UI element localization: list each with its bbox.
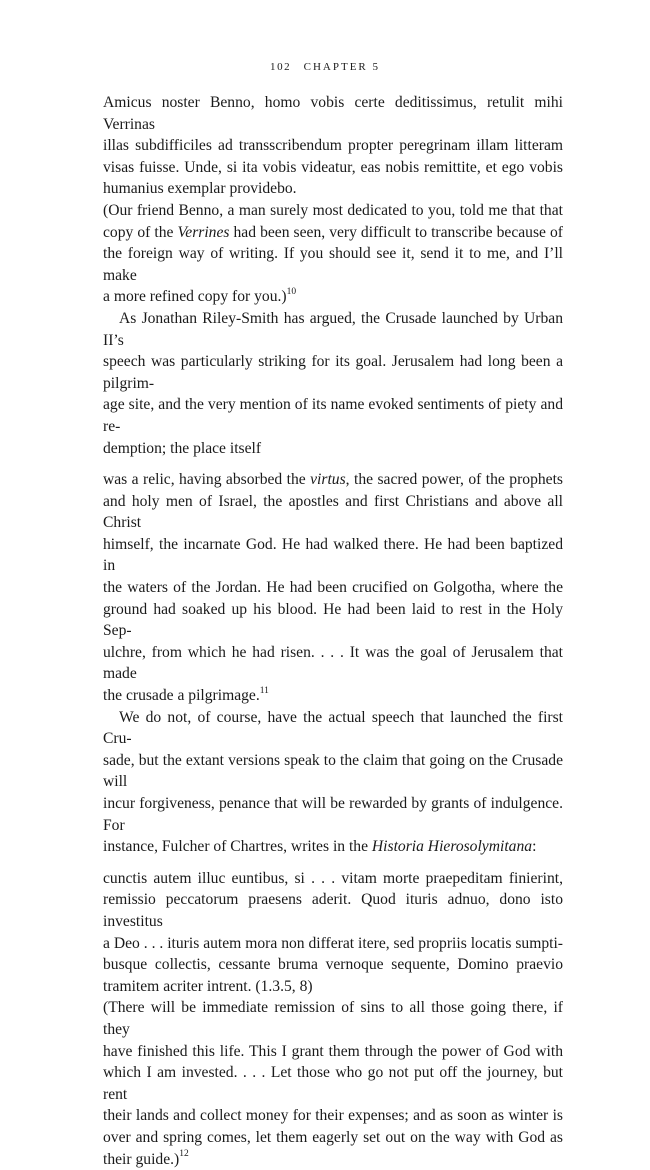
text-line: ulchre, from which he had risen. . . . It was the goal of Jerusalem that made [103, 642, 563, 685]
text-line: As Jonathan Riley-Smith has argued, the Crusade launched by Urban II’s [103, 308, 563, 351]
text-line: which I am invested. . . . Let those who go not put off the journey, but rent [103, 1062, 563, 1105]
latin-quote-benno [103, 92, 563, 200]
italic-title: Verrines [177, 224, 229, 241]
text-run: , the sacred power, of the prophets [346, 471, 563, 488]
text-line: have finished this life. This I grant them through the power of God with [103, 1041, 563, 1063]
running-head [0, 61, 650, 73]
text-line [103, 222, 563, 244]
text-run: a more refined copy for you.) [103, 288, 287, 305]
chapter-title: CHAPTER 5 [304, 61, 380, 73]
text-line [103, 836, 563, 858]
text-line: sade, but the extant versions speak to the claim that going on the Crusade will [103, 750, 563, 793]
text-line: Amicus noster Benno, homo vobis certe deditissimus, retulit mihi Verrinas [103, 92, 563, 135]
text-run: was a relic, having absorbed the [103, 471, 310, 488]
translation-fulcher [103, 997, 563, 1170]
text-run: their guide.) [103, 1151, 179, 1168]
text-line: a Deo . . . ituris autem mora non differat itere, sed propriis locatis sumpti- [103, 933, 563, 955]
text-line: incur forgiveness, penance that will be rewarded by grants of indulgence. For [103, 793, 563, 836]
text-line: humanius exemplar providebo. [103, 178, 563, 200]
text-run: the crusade a pilgrimage. [103, 687, 260, 704]
text-line: the foreign way of writing. If you should see it, send it to me, and I’ll make [103, 243, 563, 286]
footnote-marker: 12 [179, 1149, 189, 1159]
text-line: the waters of the Jordan. He had been crucified on Golgotha, where the [103, 577, 563, 599]
text-line: and holy men of Israel, the apostles and first Christians and above all Christ [103, 491, 563, 534]
block-quote-riley-smith [103, 469, 563, 707]
body-paragraph [103, 707, 563, 858]
footnote-marker: 11 [260, 686, 269, 696]
text-line: (Our friend Benno, a man surely most dedicated to you, told me that that [103, 200, 563, 222]
text-line: (There will be immediate remission of sins to all those going there, if they [103, 997, 563, 1040]
text-line: demption; the place itself [103, 438, 563, 460]
page-number: 102 [270, 61, 291, 73]
italic-title: Historia Hierosolymitana [372, 838, 532, 855]
text-line: himself, the incarnate God. He had walked there. He had been baptized in [103, 534, 563, 577]
text-line: over and spring comes, let them eagerly set out on the way with God as [103, 1127, 563, 1149]
text-line: ground had soaked up his blood. He had been laid to rest in the Holy Sep- [103, 599, 563, 642]
text-line [103, 1149, 563, 1170]
text-line: remissio peccatorum praesens aderit. Quod ituris adnuo, dono isto investitus [103, 889, 563, 932]
text-line [103, 469, 563, 491]
text-line: We do not, of course, have the actual speech that launched the first Cru- [103, 707, 563, 750]
translation-benno [103, 200, 563, 308]
text-line [103, 685, 563, 707]
italic-term: virtus [310, 471, 346, 488]
text-line: visas fuisse. Unde, si ita vobis videatur, eas nobis remittite, et ego vobis [103, 157, 563, 179]
text-line: illas subdifficiles ad transscribendum propter peregrinam illam litteram [103, 135, 563, 157]
footnote-marker: 10 [287, 287, 297, 297]
text-block [103, 92, 563, 1170]
text-line: speech was particularly striking for its goal. Jerusalem had long been a pilgrim- [103, 351, 563, 394]
latin-quote-fulcher [103, 868, 563, 998]
text-run: copy of the [103, 224, 177, 241]
text-line: cunctis autem illuc euntibus, si . . . vitam morte praepeditam finierint, [103, 868, 563, 890]
text-run: had been seen, very difficult to transcribe because of [229, 224, 563, 241]
text-run: : [532, 838, 536, 855]
text-line [103, 286, 563, 308]
text-line: tramitem acriter intrent. (1.3.5, 8) [103, 976, 563, 998]
text-line: their lands and collect money for their expenses; and as soon as winter is [103, 1105, 563, 1127]
body-paragraph [103, 308, 563, 459]
text-run: instance, Fulcher of Chartres, writes in the [103, 838, 372, 855]
text-line: age site, and the very mention of its name evoked sentiments of piety and re- [103, 394, 563, 437]
text-line: busque collectis, cessante bruma vernoque sequente, Domino praevio [103, 954, 563, 976]
